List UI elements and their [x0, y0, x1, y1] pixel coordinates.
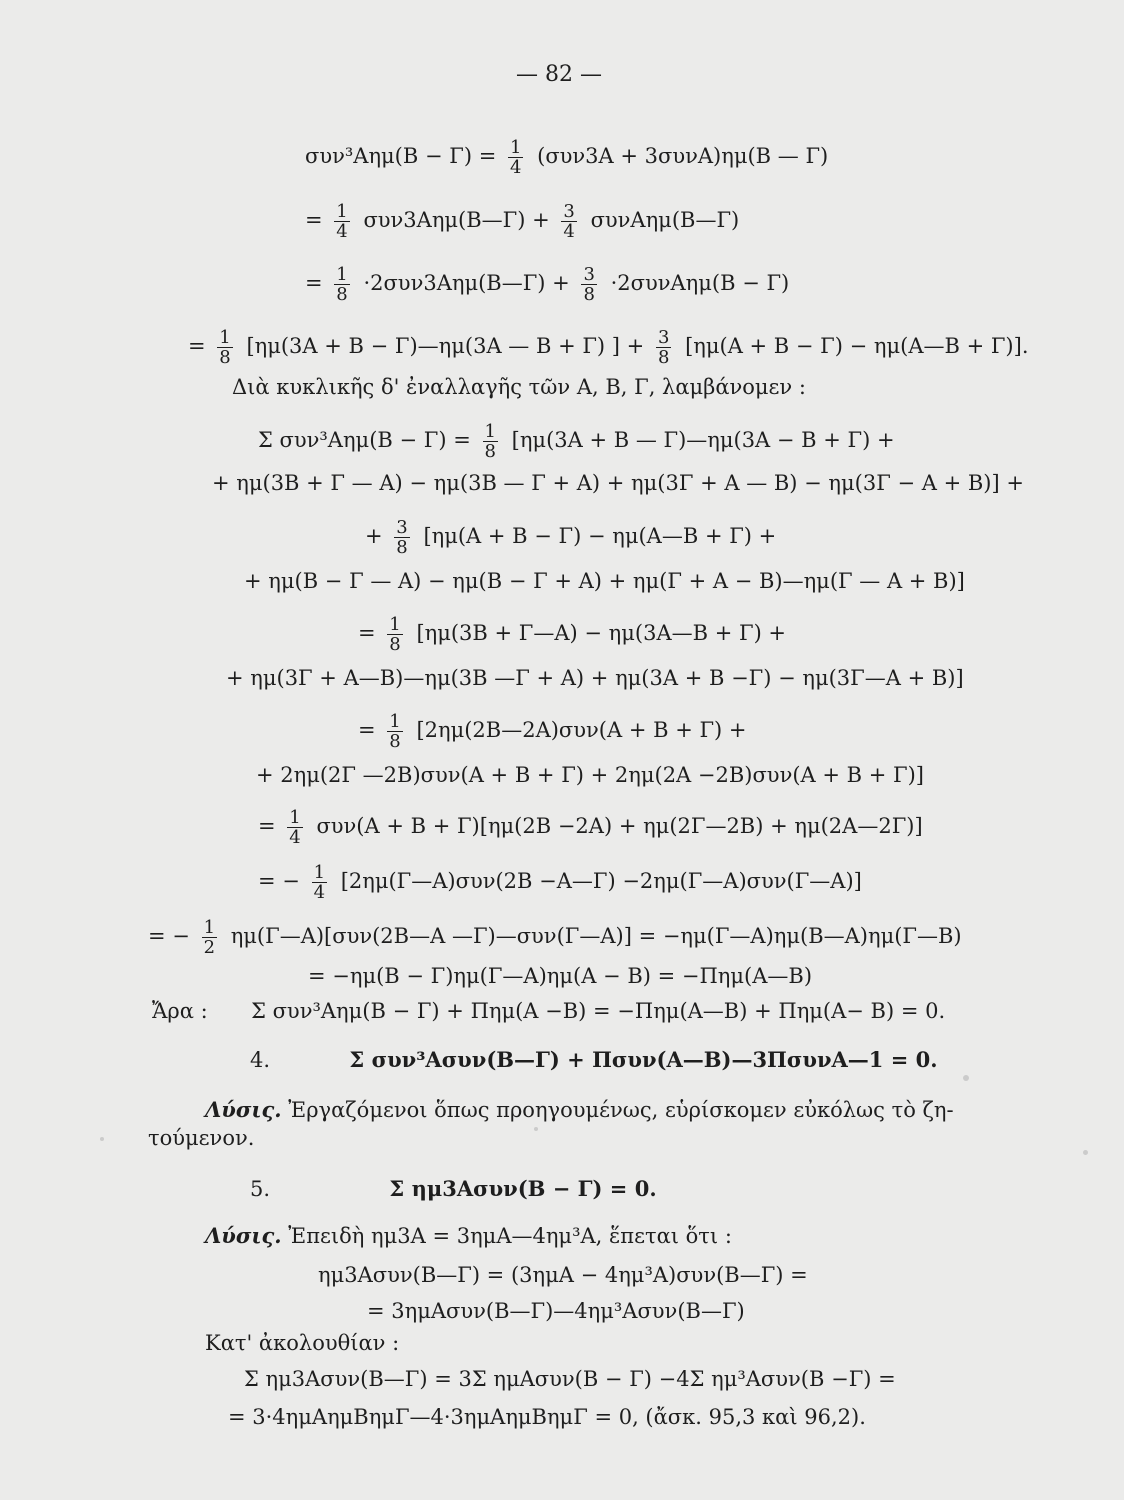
equation-line-11: = $\frac{1}{8}$ [2ημ(2Β—2Α)συν(Α + Β + Γ) +	[358, 711, 747, 752]
problem-number: 5.	[250, 1177, 271, 1201]
problem-statement: Σ συν³Ασυν(Β—Γ) + Πσυν(Α—Β)—3ΠσυνΑ—1 = 0.	[349, 1047, 938, 1072]
equation-line-14: = − $\frac{1}{4}$ [2ημ(Γ—Α)συν(2Β −Α—Γ) −2ημ(Γ—Α)συν(Γ—Α)]	[258, 862, 862, 903]
equation-line-20: = 3·4ημΑημΒημΓ—4·3ημΑημΒημΓ = 0, (ἄσκ. 95,3 καὶ 96,2).	[228, 1405, 866, 1429]
solution-5	[205, 1223, 732, 1249]
fraction: $\frac{1}{8}$	[389, 711, 401, 752]
problem-5	[250, 1176, 657, 1202]
equation-lhs: συν³Αημ(Β − Γ) =	[305, 144, 497, 168]
fraction: $\frac{1}{8}$	[484, 421, 496, 462]
text-paragraph: Διὰ κυκλικῆς δ' ἐναλλαγῆς τῶν Α, Β, Γ, λαμβάνομεν :	[232, 375, 806, 399]
fraction: $\frac{1}{8}$	[219, 327, 231, 368]
problem-number: 4.	[250, 1048, 271, 1072]
equation-line-18: = 3ημΑσυν(Β—Γ)—4ημ³Ασυν(Β—Γ)	[367, 1299, 745, 1323]
problem-statement: Σ ημ3Ασυν(Β − Γ) = 0.	[389, 1176, 657, 1201]
equation-line-10: + ημ(3Γ + Α—Β)—ημ(3Β —Γ + Α) + ημ(3Α + Β −Γ) − ημ(3Γ—Α + Β)]	[226, 666, 964, 690]
scan-speck	[534, 1127, 538, 1131]
equation-line-5: Σ συν³Αημ(Β − Γ) = $\frac{1}{8}$ [ημ(3Α + Β — Γ)—ημ(3Α − Β + Γ) +	[258, 421, 895, 462]
fraction: $\frac{1}{4}$	[509, 137, 522, 178]
fraction: $\frac{1}{2}$	[203, 917, 216, 958]
equation-line-16: = −ημ(Β − Γ)ημ(Γ—Α)ημ(Α − Β) = −Πημ(Α—Β)	[308, 964, 813, 988]
equation-line-12: + 2ημ(2Γ —2Β)συν(Α + Β + Γ) + 2ημ(2Α −2Β)συν(Α + Β + Γ)]	[256, 763, 924, 787]
solution-label: Λύσις.	[205, 1223, 282, 1248]
fraction: $\frac{3}{8}$	[396, 517, 408, 558]
equation-line-6: + ημ(3Β + Γ — Α) − ημ(3Β — Γ + Α) + ημ(3Γ + Α — Β) − ημ(3Γ − Α + Β)] +	[212, 471, 1024, 495]
problem-4	[250, 1047, 938, 1073]
equation-line-15: = − $\frac{1}{2}$ ημ(Γ—Α)[συν(2Β—Α —Γ)—συν(Γ—Α)] = −ημ(Γ—Α)ημ(Β—Α)ημ(Γ—Β)	[148, 917, 962, 958]
conclusion-label: Ἄρα :	[152, 999, 208, 1023]
equation-line-17: ημ3Ασυν(Β—Γ) = (3ημΑ − 4ημ³Α)συν(Β—Γ) =	[318, 1263, 808, 1287]
conclusion-expression: Σ συν³Αημ(Β − Γ) + Πημ(Α −Β) = −Πημ(Α—Β) + Πημ(Α− Β) = 0.	[251, 999, 946, 1023]
solution-4-continued: τούμενον.	[148, 1126, 255, 1150]
solution-text: Ἐργαζόμενοι ὅπως προηγουμένως, εὑρίσκομεν εὐκόλως τὸ ζη-	[288, 1098, 954, 1122]
fraction: $\frac{1}{8}$	[336, 264, 348, 305]
solution-4	[205, 1097, 954, 1123]
equation-line-13: = $\frac{1}{4}$ συν(Α + Β + Γ)[ημ(2Β −2Α) + ημ(2Γ—2Β) + ημ(2Α—2Γ)]	[258, 807, 923, 848]
fraction: $\frac{3}{4}$	[563, 201, 575, 242]
equation-line-2: = $\frac{1}{4}$ συν3Αημ(Β—Γ) + $\frac{3}{4}$ συνΑημ(Β—Γ)	[305, 201, 740, 242]
fraction: $\frac{3}{8}$	[657, 327, 670, 368]
equation-line-7: + $\frac{3}{8}$ [ημ(Α + Β − Γ) − ημ(Α—Β + Γ) +	[365, 517, 777, 558]
equation-line-9: = $\frac{1}{8}$ [ημ(3Β + Γ—Α) − ημ(3Α—Β + Γ) +	[358, 614, 787, 655]
page-number: — 82 —	[516, 62, 602, 87]
equation-line-19: Σ ημ3Ασυν(Β—Γ) = 3Σ ημΑσυν(Β − Γ) −4Σ ημ³Ασυν(Β −Γ) =	[244, 1367, 896, 1391]
scan-speck	[963, 1075, 969, 1081]
equation-line-3: = $\frac{1}{8}$ ·2συν3Αημ(Β—Γ) + $\frac{3}{8}$ ·2συνΑημ(Β − Γ)	[305, 264, 790, 305]
fraction: $\frac{1}{4}$	[313, 862, 326, 903]
scan-speck	[100, 1137, 104, 1141]
equation-rhs: (συν3Α + 3συνΑ)ημ(Β — Γ)	[537, 144, 829, 168]
fraction: $\frac{3}{8}$	[583, 264, 595, 305]
equation-line-1	[305, 138, 828, 177]
equation-line-4: = $\frac{1}{8}$ [ημ(3Α + Β − Γ)—ημ(3Α — Β + Γ) ] + $\frac{3}{8}$ [ημ(Α + Β − Γ) − ημ(Α—Β + Γ)].	[188, 327, 1029, 368]
solution-label: Λύσις.	[205, 1097, 282, 1122]
text-paragraph: Κατ' ἀκολουθίαν :	[205, 1331, 400, 1355]
fraction: $\frac{1}{4}$	[289, 807, 301, 848]
conclusion-line	[152, 998, 945, 1024]
fraction: $\frac{1}{4}$	[336, 201, 348, 242]
equation-line-8: + ημ(Β − Γ — Α) − ημ(Β − Γ + Α) + ημ(Γ + Α − Β)—ημ(Γ — Α + Β)]	[244, 569, 965, 593]
fraction: $\frac{1}{8}$	[389, 614, 401, 655]
solution-text: Ἐπειδὴ ημ3Α = 3ημΑ—4ημ³Α, ἕπεται ὅτι :	[288, 1224, 732, 1248]
scan-speck	[1083, 1150, 1088, 1155]
